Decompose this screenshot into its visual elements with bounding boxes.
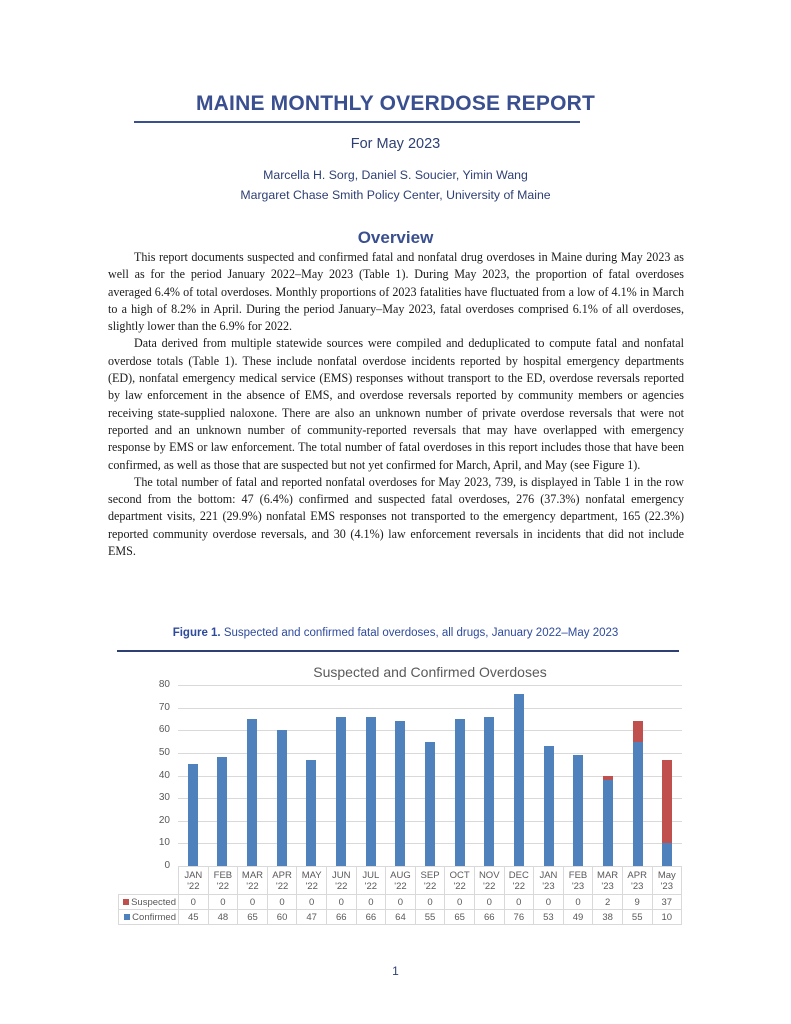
table-cell: 9 — [622, 895, 652, 910]
bar-confirmed — [662, 843, 672, 866]
bar-stack — [336, 717, 346, 866]
table-corner — [119, 867, 179, 895]
overview-paragraph-1: This report documents suspected and confirmed fatal and nonfatal drug overdoses in Maine during May 2023 as well as for the period January 2022–May 2023 (Table 1). During May 2023, the proportion of fatal overdoses averaged 6.4% of total overdoses. Monthly proportions of 2023 fatalities have fluctuated from a low of 4.1% in March to a high of 8.2% in April. During the period January–May 2023, fatal overdoses comprised 6.1% of all overdoses, slightly lower than the 6.9% for 2022. — [108, 250, 684, 334]
overview-paragraph-3: The total number of fatal and reported nonfatal overdoses for May 2023, 739, is displayed in Table 1 in the row second from the bottom: 47 (6.4%) confirmed and suspected fatal overdoses, 276 (37.3%) nonfatal emergency department visits, 221 (29.9%) nonfatal EMS responses not transported to the emergency department, 165 (22.3%) reported community overdose reversals, and 30 (4.1%) law enforcement reversals in incidents that did not include EMS. — [108, 474, 684, 559]
x-category-label: JAN '22 — [179, 867, 209, 895]
gridline — [178, 708, 682, 709]
y-tick-label: 70 — [158, 701, 170, 713]
table-row — [119, 895, 682, 910]
gridline — [178, 685, 682, 686]
table-cell: 60 — [267, 910, 297, 925]
table-cell: 0 — [179, 895, 209, 910]
bar-confirmed — [514, 694, 524, 866]
bar-stack — [573, 755, 583, 866]
bar-confirmed — [603, 780, 613, 866]
bar-confirmed — [455, 719, 465, 866]
affiliation: Margaret Chase Smith Policy Center, University of Maine — [240, 188, 551, 202]
bar-confirmed — [336, 717, 346, 866]
x-category-label: AUG '22 — [386, 867, 416, 895]
table-cell: 65 — [238, 910, 268, 925]
authors: Marcella H. Sorg, Daniel S. Soucier, Yimin Wang — [263, 168, 528, 182]
x-category-label: APR '23 — [622, 867, 652, 895]
table-cell: 45 — [179, 910, 209, 925]
table-cell: 0 — [238, 895, 268, 910]
table-cell: 0 — [563, 895, 593, 910]
table-cell: 64 — [386, 910, 416, 925]
table-cell: 53 — [534, 910, 564, 925]
bar-stack — [306, 760, 316, 866]
x-category-label: May '23 — [652, 867, 682, 895]
bar-stack — [514, 694, 524, 866]
report-subtitle: For May 2023 — [350, 136, 441, 152]
table-cell: 10 — [652, 910, 682, 925]
chart-plot-area — [178, 685, 682, 866]
table-cell: 0 — [534, 895, 564, 910]
bar-confirmed — [633, 742, 643, 866]
x-category-label: APR '22 — [267, 867, 297, 895]
overview-body — [108, 249, 684, 560]
table-cell: 2 — [593, 895, 623, 910]
bar-stack — [366, 717, 376, 866]
overview-heading: Overview — [357, 228, 434, 247]
x-category-label: MAR '23 — [593, 867, 623, 895]
table-cell: 0 — [386, 895, 416, 910]
x-category-label: JUN '22 — [326, 867, 356, 895]
bar-confirmed — [425, 742, 435, 866]
x-category-label: FEB '22 — [208, 867, 238, 895]
table-cell: 0 — [208, 895, 238, 910]
legend-entry: Suspected — [119, 895, 179, 910]
table-cell: 0 — [504, 895, 534, 910]
legend-swatch-icon — [123, 899, 129, 905]
table-cell: 48 — [208, 910, 238, 925]
table-cell: 65 — [445, 910, 475, 925]
x-category-label: FEB '23 — [563, 867, 593, 895]
y-tick-label: 10 — [158, 837, 170, 849]
bar-confirmed — [573, 755, 583, 866]
bar-stack — [484, 717, 494, 866]
x-category-label: MAY '22 — [297, 867, 327, 895]
table-cell: 49 — [563, 910, 593, 925]
overview-paragraph-2: Data derived from multiple statewide sources were compiled and deduplicated to compute fatal and nonfatal overdose totals (Table 1). These include nonfatal overdose incidents reported by hospital emergency departments (ED), nonfatal emergency medical service (EMS) responses without transport to the ED, overdose reversals reported by law enforcement in the absence of EMS, and overdose reversals reported by community members or agencies receiving state-supplied naloxone. There are also an unknown number of private overdose reversals that were not reported and an unknown number of community-reported reversals that may have overlapped with emergency response by EMS or law enforcement. The total number of fatal overdoses in this report includes those that have been confirmed, as well as those that are suspected but not yet confirmed for March, April, and May (see Figure 1). — [108, 336, 684, 472]
figure-divider — [117, 650, 679, 652]
figure-label: Figure 1. — [172, 627, 221, 639]
legend-swatch-icon — [124, 914, 130, 920]
table-cell: 66 — [474, 910, 504, 925]
bar-confirmed — [395, 721, 405, 866]
y-tick-label: 20 — [158, 814, 170, 826]
table-cell: 47 — [297, 910, 327, 925]
bar-stack — [603, 776, 613, 866]
bar-stack — [277, 730, 287, 866]
page-number: 1 — [392, 964, 399, 978]
bar-stack — [544, 746, 554, 866]
bar-stack — [217, 757, 227, 866]
table-cell: 38 — [593, 910, 623, 925]
bar-confirmed — [366, 717, 376, 866]
bar-confirmed — [217, 757, 227, 866]
bar-confirmed — [247, 719, 257, 866]
x-category-label: JAN '23 — [534, 867, 564, 895]
table-cell: 55 — [622, 910, 652, 925]
x-category-label: MAR '22 — [238, 867, 268, 895]
table-cell: 0 — [297, 895, 327, 910]
bar-stack — [247, 719, 257, 866]
title-divider — [134, 121, 580, 123]
table-cell: 0 — [267, 895, 297, 910]
bar-stack — [188, 764, 198, 866]
report-title: MAINE MONTHLY OVERDOSE REPORT — [195, 92, 596, 115]
bar-stack — [662, 760, 672, 866]
y-tick-label: 40 — [158, 769, 170, 781]
bar-confirmed — [188, 764, 198, 866]
y-tick-label: 0 — [164, 860, 170, 871]
bar-confirmed — [306, 760, 316, 866]
table-cell: 55 — [415, 910, 445, 925]
table-cell: 0 — [415, 895, 445, 910]
table-cell: 0 — [356, 895, 386, 910]
y-tick-label: 80 — [158, 679, 170, 690]
bar-suspected — [633, 721, 643, 741]
bar-confirmed — [277, 730, 287, 866]
figure-caption-text: Suspected and confirmed fatal overdoses, all drugs, January 2022–May 2023 — [223, 627, 619, 639]
figure-caption — [0, 627, 791, 639]
table-cell: 0 — [445, 895, 475, 910]
x-category-label: OCT '22 — [445, 867, 475, 895]
table-cell: 0 — [474, 895, 504, 910]
chart-data-table — [118, 866, 682, 925]
x-category-label: JUL '22 — [356, 867, 386, 895]
bar-stack — [455, 719, 465, 866]
bar-suspected — [662, 760, 672, 844]
table-cell: 66 — [356, 910, 386, 925]
y-tick-label: 50 — [158, 746, 170, 758]
bar-confirmed — [484, 717, 494, 866]
legend-entry: Confirmed — [119, 910, 179, 925]
table-cell: 76 — [504, 910, 534, 925]
bar-stack — [395, 721, 405, 866]
bar-stack — [425, 742, 435, 866]
x-category-label: SEP '22 — [415, 867, 445, 895]
table-cell: 0 — [326, 895, 356, 910]
y-tick-label: 30 — [158, 792, 170, 804]
x-category-label: NOV '22 — [474, 867, 504, 895]
x-category-label: DEC '22 — [504, 867, 534, 895]
bar-stack — [633, 721, 643, 866]
table-row — [119, 910, 682, 925]
table-cell: 37 — [652, 895, 682, 910]
table-cell: 66 — [326, 910, 356, 925]
chart-title: Suspected and Confirmed Overdoses — [313, 664, 547, 680]
bar-confirmed — [544, 746, 554, 866]
y-tick-label: 60 — [158, 724, 170, 736]
